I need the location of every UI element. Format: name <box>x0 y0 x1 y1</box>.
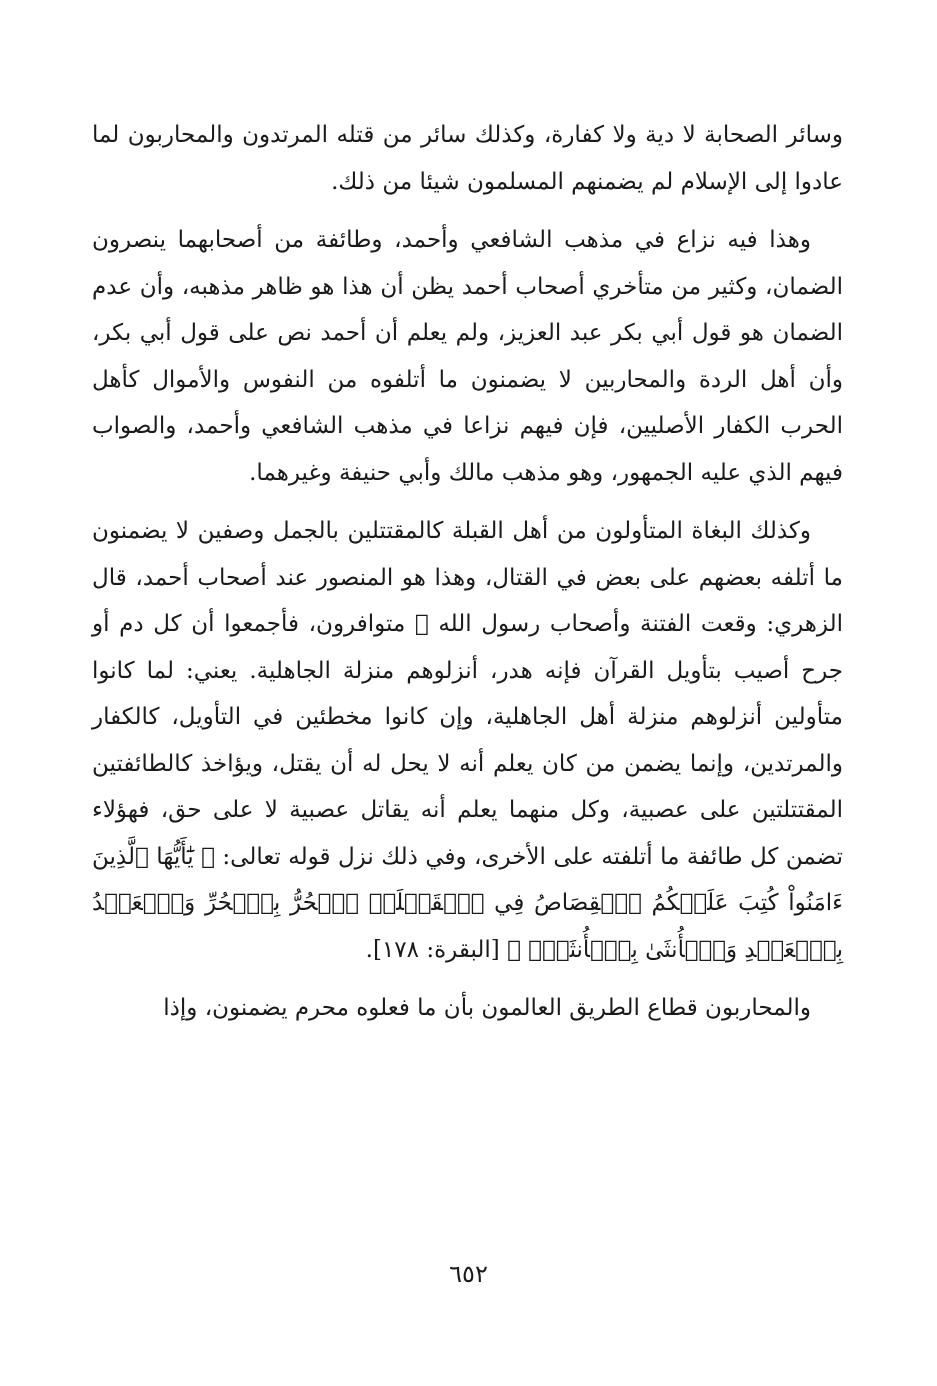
paragraph-gap <box>92 496 843 508</box>
page-number: ٦٥٢ <box>449 1260 488 1288</box>
paragraph-4: والمحاربون قطاع الطريق العالمون بأن ما فعلوه محرم يضمنون، وإذا <box>163 995 811 1021</box>
paragraph-gap <box>92 205 843 217</box>
paragraph-1: وسائر الصحابة لا دية ولا كفارة، وكذلك سائر من قتله المرتدون والمحاربون لما عادوا إلى الإسلام لم يضمنهم المسلمون شيئا من ذلك. <box>92 122 843 195</box>
paragraph-3: وكذلك البغاة المتأولون من أهل القبلة كالمقتتلين بالجمل وصفين لا يضمنون ما أتلفه بعضهم على بعض في القتال، وهذا هو المنصور عند أصحاب أحمد، قال الزهري: وقعت الفتنة وأصحاب رسول الله ﷺ متوافرون، فأجمعوا أن كل دم أو جرح أصيب بتأويل القرآن فإنه هدر، أنزلوهم منزلة الجاهلية. يعني: لما كانوا متأولين أنزلوهم منزلة أهل الجاهلية، وإن كانوا مخطئين في التأويل، كالكفار والمرتدين، وإنما يضمن من كان يعلم أنه لا يحل له أن يقتل، ويؤاخذ كالطائفتين المقتتلتين على عصبية، وكل منهما يعلم أنه يقاتل عصبية لا على حق، فهؤلاء تضمن كل طائفة ما أتلفته على الأخرى، وفي ذلك نزل قوله تعالى: ﴿ يَٰٓأَيُّهَا ٱلَّذِينَ ءَامَنُواْ كُتِبَ عَلَيۡكُمُ ٱلۡقِصَاصُ فِي ٱلۡقَتۡلَىۖ ٱلۡحُرُّ بِٱلۡحُرِّ وَٱلۡعَبۡدُ بِٱلۡعَبۡدِ وَٱلۡأُنثَىٰ بِٱلۡأُنثَىٰۚ ﴾ [البقرة: ١٧٨]. <box>92 518 844 963</box>
paragraph-2: وهذا فيه نزاع في مذهب الشافعي وأحمد، وطائفة من أصحابهما ينصرون الضمان، وكثير من متأخري أصحاب أحمد يظن أن هذا هو ظاهر مذهبه، وأن عدم الضمان هو قول أبي بكر عبد العزيز، ولم يعلم أن أحمد نص على قول أبي بكر، وأن أهل الردة والمحاربين لا يضمنون ما أتلفوه من النفوس والأموال كأهل الحرب الكفار الأصليين، فإن فيهم نزاعا في مذهب الشافعي وأحمد، والصواب فيهم الذي عليه الجمهور، وهو مذهب مالك وأبي حنيفة وغيرهما. <box>92 227 843 486</box>
page-body <box>92 112 843 1032</box>
paragraph-gap <box>92 973 843 985</box>
